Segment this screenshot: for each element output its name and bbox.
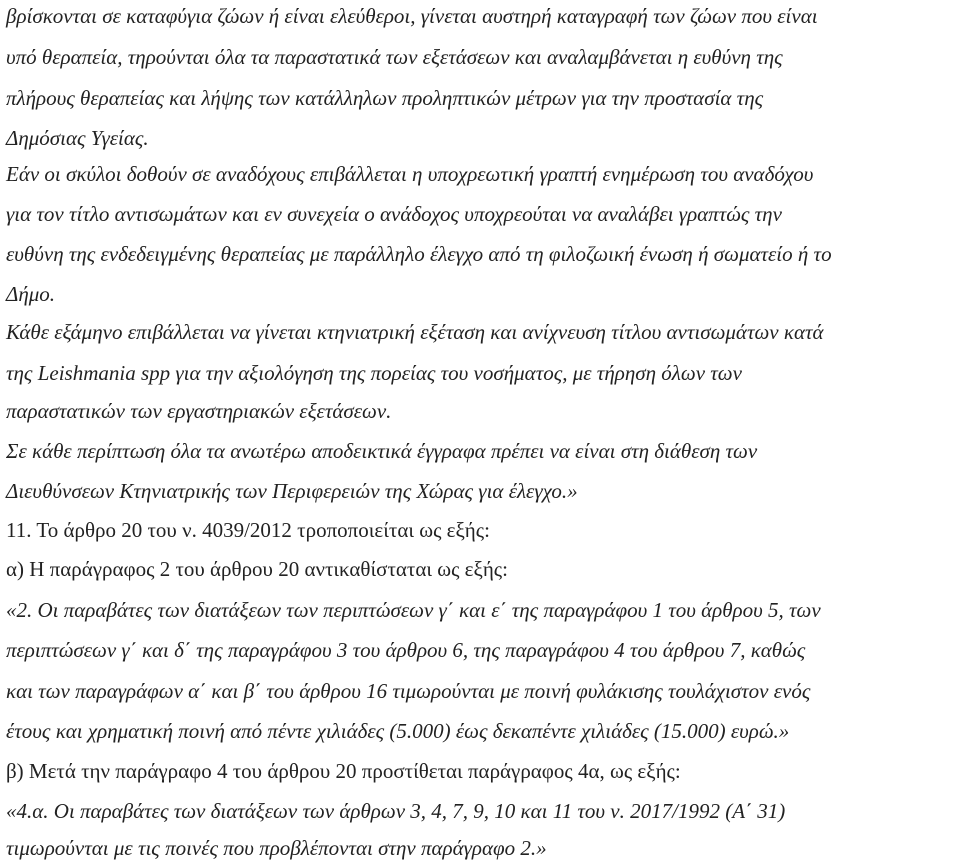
text-line-20: β) Μετά την παράγραφο 4 του άρθρου 20 προστίθεται παράγραφος 4α, ως εξής: (6, 759, 681, 783)
text-line-7: ευθύνη της ενδεδειγμένης θεραπείας με παράλληλο έλεγχο από τη φιλοζωική ένωση ή σωματείο ή το (6, 242, 832, 266)
text-line-16: «2. Οι παραβάτες των διατάξεων των περιπτώσεων γ΄ και ε΄ της παραγράφου 1 του άρθρου 5, των (6, 598, 821, 622)
text-line-22: τιμωρούνται με τις ποινές που προβλέπονται στην παράγραφο 2.» (6, 836, 547, 860)
text-line-1: βρίσκονται σε καταφύγια ζώων ή είναι ελεύθεροι, γίνεται αυστηρή καταγραφή των ζώων που είναι (6, 4, 818, 28)
text-line-8: Δήμο. (6, 282, 56, 306)
text-line-9: Κάθε εξάμηνο επιβάλλεται να γίνεται κτηνιατρική εξέταση και ανίχνευση τίτλου αντισωμάτων κατά (6, 320, 824, 344)
text-line-3: πλήρους θεραπείας και λήψης των κατάλληλων προληπτικών μέτρων για την προστασία της (6, 86, 764, 110)
text-line-2: υπό θεραπεία, τηρούνται όλα τα παραστατικά των εξετάσεων και αναλαμβάνεται η ευθύνη της (6, 45, 783, 69)
text-line-11: παραστατικών των εργαστηριακών εξετάσεων. (6, 399, 392, 423)
text-line-15: α) Η παράγραφος 2 του άρθρου 20 αντικαθίσταται ως εξής: (6, 557, 508, 581)
text-line-4: Δημόσιας Υγείας. (6, 126, 149, 150)
text-line-10: της Leishmania spp για την αξιολόγηση της πορείας του νοσήματος, με τήρηση όλων των (6, 361, 742, 385)
text-line-18: και των παραγράφων α΄ και β΄ του άρθρου 16 τιμωρούνται με ποινή φυλάκισης τουλάχιστον ενός (6, 679, 811, 703)
text-line-5: Εάν οι σκύλοι δοθούν σε αναδόχους επιβάλλεται η υποχρεωτική γραπτή ενημέρωση του αναδόχου (6, 162, 814, 186)
text-line-6: για τον τίτλο αντισωμάτων και εν συνεχεία ο ανάδοχος υποχρεούται να αναλάβει γραπτώς την (6, 202, 782, 226)
text-line-13: Διευθύνσεων Κτηνιατρικής των Περιφερειών της Χώρας για έλεγχο.» (6, 479, 578, 503)
text-line-14: 11. Το άρθρο 20 του ν. 4039/2012 τροποποιείται ως εξής: (6, 518, 490, 542)
text-line-19: έτους και χρηματική ποινή από πέντε χιλιάδες (5.000) έως δεκαπέντε χιλιάδες (15.000) ευρώ.» (6, 719, 790, 743)
text-line-17: περιπτώσεων γ΄ και δ΄ της παραγράφου 3 του άρθρου 6, της παραγράφου 4 του άρθρου 7, καθώς (6, 638, 806, 662)
text-line-12: Σε κάθε περίπτωση όλα τα ανωτέρω αποδεικτικά έγγραφα πρέπει να είναι στη διάθεση των (6, 439, 758, 463)
text-line-21: «4.α. Οι παραβάτες των διατάξεων των άρθρων 3, 4, 7, 9, 10 και 11 του ν. 2017/1992 (Α΄ 31) (6, 799, 786, 823)
